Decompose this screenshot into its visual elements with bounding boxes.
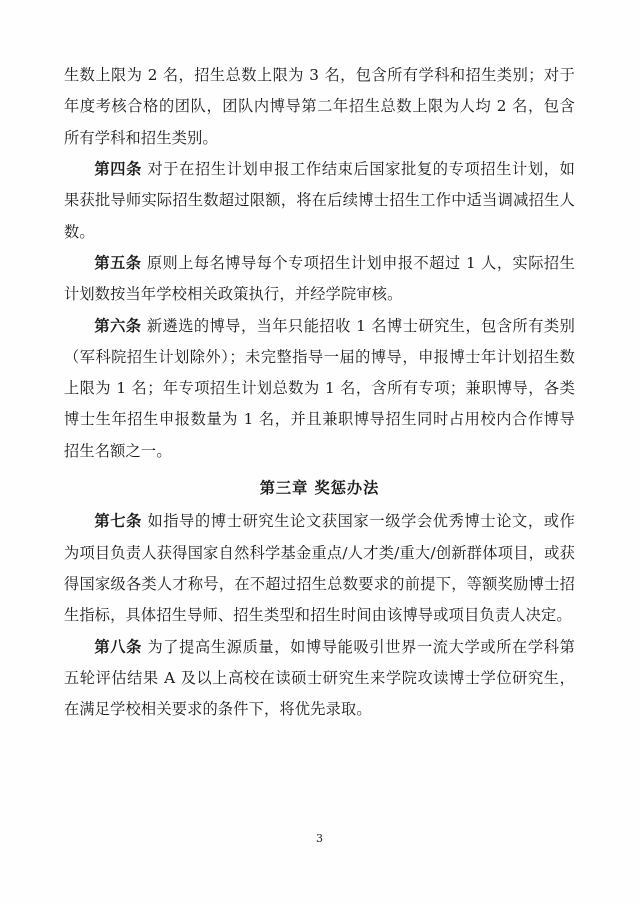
paragraph-text: 如指导的博士研究生论文获国家一级学会优秀博士论文，或作为项目负责人获得国家自然科学基金重点/人才类/重大/创新群体项目，或获得国家级各类人才称号，在不超过招生总数要求的前提下，等额奖励博士招生指标，具体招生导师、招生类型和招生时间由该博导或项目负责人决定。: [64, 512, 575, 625]
paragraph-text: 原则上每名博导每个专项招生计划申报不超过 1 人，实际招生计划数按当年学校相关政策执行，并经学院审核。: [64, 253, 575, 304]
document-body: [64, 60, 575, 726]
article-label: 第八条: [94, 637, 142, 656]
paragraph: [64, 248, 575, 311]
paragraph: [64, 311, 575, 468]
paragraph: [64, 506, 575, 631]
paragraph-text: 为了提高生源质量，如博导能吸引世界一流大学或所在学科第五轮评估结果 A 及以上高校在读硕士研究生来学院攻读博士学位研究生，在满足学校相关要求的条件下，将优先录取。: [64, 637, 575, 719]
chapter-heading: 第三章 奖惩办法: [259, 479, 380, 498]
paragraph-text: 生数上限为 2 名，招生总数上限为 3 名，包含所有学科和招生类别；对于年度考核合格的团队，团队内博导第二年招生总数上限为人均 2 名，包含所有学科和招生类别。: [64, 66, 575, 147]
paragraph: [64, 632, 575, 726]
paragraph: [64, 60, 575, 154]
paragraph: [64, 154, 575, 248]
article-label: 第五条: [94, 253, 142, 272]
page-number: 3: [316, 832, 323, 845]
article-label: 第四条: [94, 159, 142, 178]
article-label: 第七条: [94, 512, 142, 531]
paragraph-text: 对于在招生计划申报工作结束后国家批复的专项招生计划，如果获批导师实际招生数超过限额，将在后续博士招生工作中适当调减招生人数。: [64, 159, 575, 241]
article-label: 第六条: [94, 316, 142, 335]
paragraph-text: 新遴选的博导，当年只能招收 1 名博士研究生，包含所有类别（军科院招生计划除外）；未完整指导一届的博导，申报博士年计划招生数上限为 1 名；年专项招生计划总数为 1 名，含所有专项；兼职博导，各类博士生年招生申报数量为 1 名，并且兼职博导招生同时占用校内合作博导招生名额之一。: [64, 316, 575, 460]
